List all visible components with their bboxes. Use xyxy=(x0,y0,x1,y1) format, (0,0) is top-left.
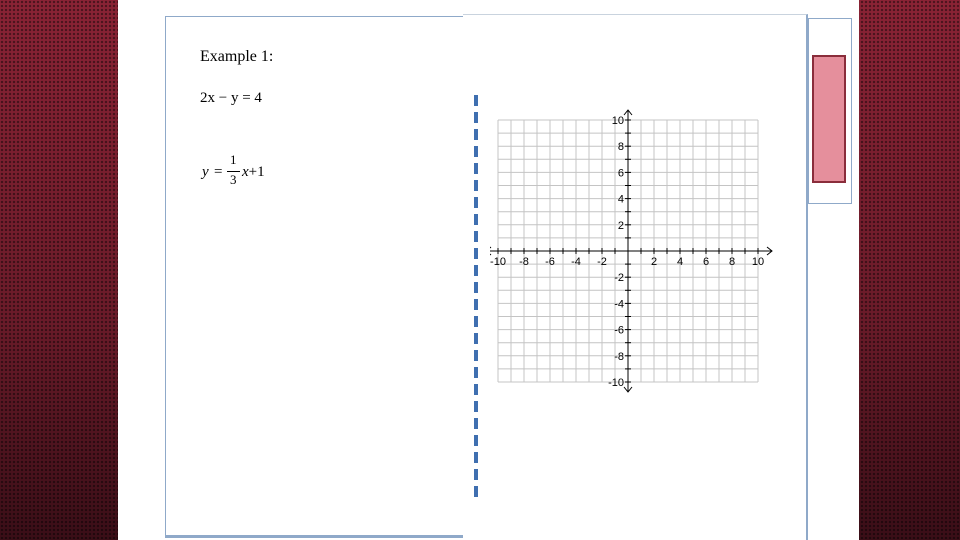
x-tick-label: -10 xyxy=(490,256,506,268)
equation-2-equals: = xyxy=(214,164,223,180)
x-tick-label: -6 xyxy=(545,256,555,268)
equation-2-rest xyxy=(242,164,265,181)
equation-2-lhs: y xyxy=(202,164,209,180)
x-tick-label: 10 xyxy=(751,256,765,268)
y-tick-label: 10 xyxy=(611,115,624,127)
equation-2 xyxy=(202,150,282,198)
equation-2-tail: +1 xyxy=(248,164,265,180)
y-tick-label: 8 xyxy=(617,141,624,154)
coordinate-grid xyxy=(490,108,794,410)
x-tick-label: 8 xyxy=(728,256,736,268)
y-tick-label: -10 xyxy=(608,377,624,389)
equation-2-numerator: 1 xyxy=(230,152,237,167)
side-panel[interactable] xyxy=(808,18,852,204)
y-tick-label: -2 xyxy=(614,272,624,285)
equation-2-variable: x xyxy=(242,164,249,180)
x-tick-label: -2 xyxy=(597,256,607,268)
x-tick-label: 4 xyxy=(676,256,684,268)
x-tick-label: 2 xyxy=(650,256,658,268)
y-tick-label: 2 xyxy=(617,219,624,232)
x-tick-label: -4 xyxy=(571,256,581,268)
slide xyxy=(118,0,859,540)
x-tick-label: 6 xyxy=(702,256,710,268)
dashed-divider xyxy=(474,95,478,500)
equation-2-denominator: 3 xyxy=(230,172,237,187)
example-title: Example 1: xyxy=(200,48,274,65)
y-tick-label: 6 xyxy=(617,167,624,180)
y-tick-label: -4 xyxy=(614,298,624,311)
x-tick-label: -8 xyxy=(519,256,529,268)
y-tick-label: -6 xyxy=(614,324,624,337)
side-thumbnail[interactable] xyxy=(812,55,846,183)
y-tick-label: 4 xyxy=(617,193,624,206)
y-tick-label: -8 xyxy=(614,350,624,363)
equation-1: 2x − y = 4 xyxy=(200,90,262,106)
